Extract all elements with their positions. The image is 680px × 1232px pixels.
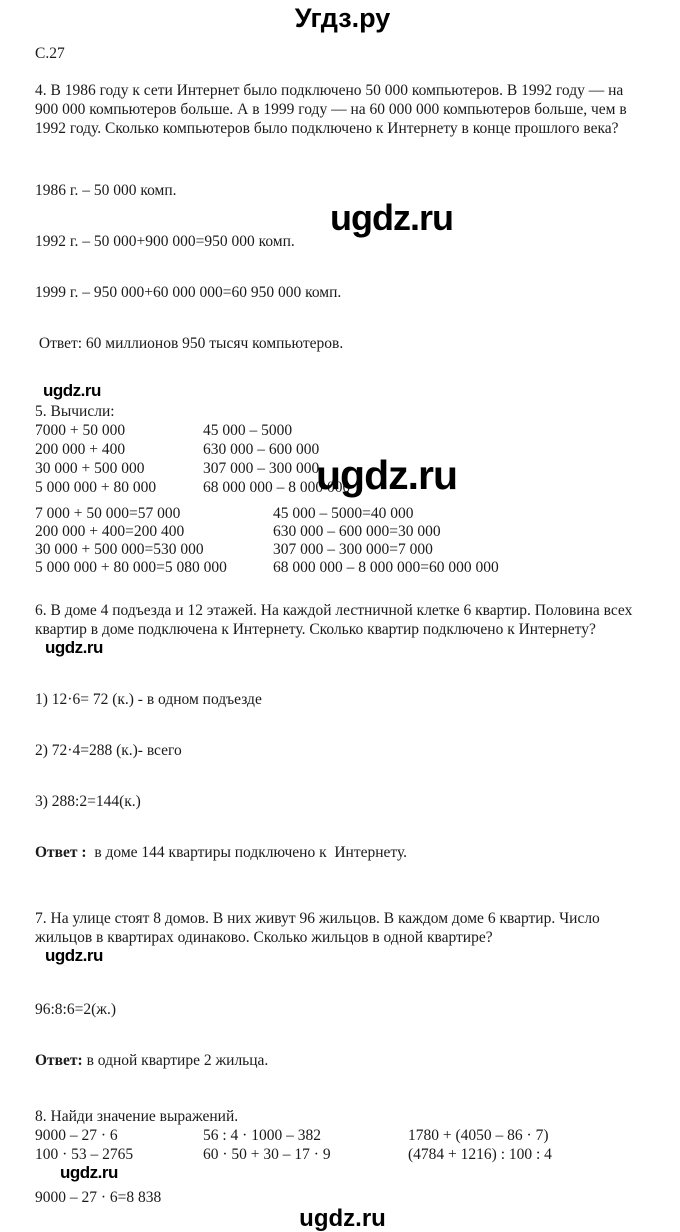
task6-answer: [35, 844, 650, 861]
ugdz-watermark-large-2: ugdz.ru: [316, 452, 458, 498]
ugdz-watermark-bottom: ugdz.ru: [299, 1205, 386, 1232]
task4-answer-line: Ответ: 60 миллионов 950 тысяч компьютеров.: [35, 335, 344, 352]
ugdz-watermark-small-2: ugdz.ru: [45, 638, 103, 657]
exercise-answer: 45 000 – 5000=40 000: [273, 505, 414, 522]
task7-problem: 7. На улице стоят 8 домов. В них живут 96 жильцов. В каждом доме 6 квартир. Число жильцов в квартирах одинаково. Сколько жильцов в одной квартире?: [35, 910, 604, 946]
exercise: 630 000 – 600 000: [203, 441, 320, 458]
exercise-answer: 5 000 000 + 80 000=5 080 000: [35, 559, 227, 576]
ugdz-watermark-large-1: ugdz.ru: [330, 197, 453, 238]
task7-solution: [35, 967, 650, 1103]
exercise-answer: 630 000 – 600 000=30 000: [273, 523, 441, 540]
task5-label: 5. Вычисли:: [35, 403, 115, 420]
exercise: 68 000 000 – 8 000 000: [203, 479, 351, 496]
site-title: Угдз.ру: [294, 3, 391, 33]
exercise: 30 000 + 500 000: [35, 460, 145, 477]
task5-answers: [35, 505, 650, 577]
exercise: 45 000 – 5000: [203, 422, 293, 439]
exercise-answer: 200 000 + 400=200 400: [35, 523, 185, 540]
expression: 9000 – 27 · 6: [35, 1127, 118, 1144]
task8-expressions-row: [35, 1126, 650, 1145]
task8-answer: 9000 – 27 · 6=8 838: [35, 1189, 162, 1206]
task5-answers-col2: [273, 505, 499, 577]
task6-problem: 6. В доме 4 подъезда и 12 этажей. На каждой лестничной клетке 6 квартир. Половина всех квартир в доме подключена к Интернету. Сколько квартир подключено к Интернету?: [35, 602, 637, 638]
task4-solution-line: 1999 г. – 950 000+60 000 000=60 950 000 комп.: [35, 284, 342, 301]
answer-text: в доме 144 квартиры подключено к Интернету.: [86, 844, 408, 861]
task4-solution: [35, 148, 650, 386]
expression: 100 · 53 – 2765: [35, 1146, 134, 1163]
task4-problem: 4. В 1986 году к сети Интернет было подключено 50 000 компьютеров. В 1992 году — на 900 000 компьютеров больше. А в 1999 году — на 60 000 000 компьютеров больше, чем в 1992 году. Сколько компьютеров было подключено к Интернету в конце прошлого века?: [35, 82, 631, 137]
exercise-answer: 68 000 000 – 8 000 000=60 000 000: [273, 559, 499, 576]
ugdz-watermark-small-1: ugdz.ru: [43, 381, 101, 400]
ugdz-watermark-small-4: ugdz.ru: [60, 1163, 118, 1182]
exercise: 200 000 + 400: [35, 441, 126, 458]
task5-answers-col1: [35, 505, 273, 577]
task8-expressions-row: [35, 1145, 650, 1164]
expression: 60 · 50 + 30 – 17 · 9: [203, 1146, 331, 1163]
answer-label: Ответ :: [35, 844, 87, 861]
answer-label: Ответ:: [35, 1052, 83, 1069]
task7-solution-line: 96:8:6=2(ж.): [35, 1001, 117, 1018]
exercise-answer: 30 000 + 500 000=530 000: [35, 541, 204, 558]
task6-solution: [35, 657, 650, 895]
exercise: 307 000 – 300 000: [203, 460, 320, 477]
task6-step: 1) 12·6= 72 (к.) - в одном подъезде: [35, 691, 262, 708]
task6-step: 2) 72·4=288 (к.)- всего: [35, 742, 182, 759]
task5-exercises-col1: [35, 421, 203, 497]
expression: 1780 + (4050 – 86 · 7): [408, 1127, 549, 1144]
ugdz-watermark-small-3: ugdz.ru: [45, 946, 103, 965]
task4-solution-line: 1992 г. – 50 000+900 000=950 000 комп.: [35, 233, 295, 250]
task8-label: 8. Найди значение выражений.: [35, 1108, 239, 1125]
task7-answer: [35, 1052, 650, 1069]
expression: 56 : 4 · 1000 – 382: [203, 1127, 321, 1144]
exercise-answer: 307 000 – 300 000=7 000: [273, 541, 433, 558]
exercise: 7000 + 50 000: [35, 422, 126, 439]
page-number-label: С.27: [35, 45, 65, 62]
exercise: 5 000 000 + 80 000: [35, 479, 157, 496]
answer-text: в одной квартире 2 жильца.: [82, 1052, 269, 1069]
exercise-answer: 7 000 + 50 000=57 000: [35, 505, 181, 522]
task6-step: 3) 288:2=144(к.): [35, 793, 141, 810]
expression: (4784 + 1216) : 100 : 4: [408, 1146, 552, 1163]
task4-solution-line: 1986 г. – 50 000 комп.: [35, 182, 177, 199]
